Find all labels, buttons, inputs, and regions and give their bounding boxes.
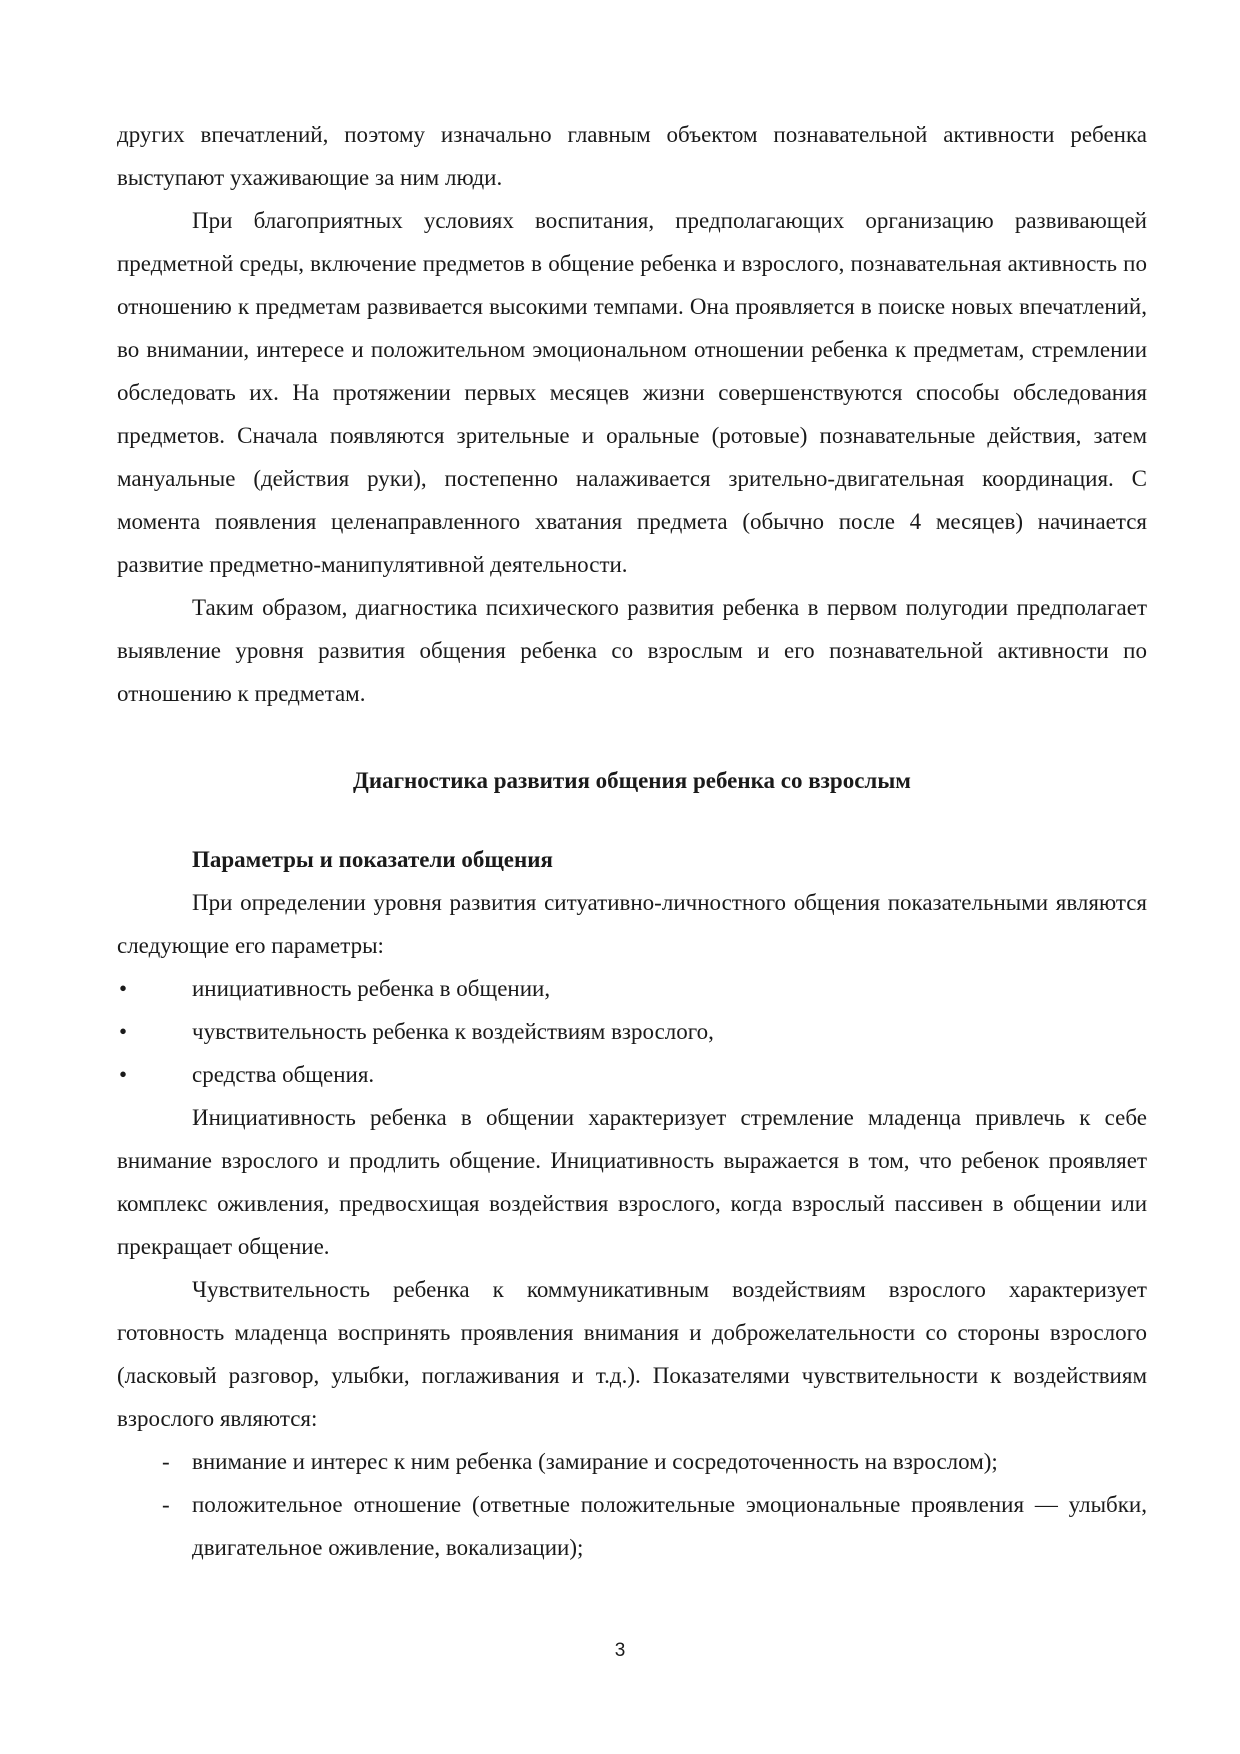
dash-icon: - (162, 1492, 170, 1517)
paragraph-conditions: При благоприятных условиях воспитания, предполагающих организацию развивающей предметной среды, включение предметов в общение ребенка и взрослого, познавательная активность по отношению к предметам развивается высокими темпами. Она проявляется в поиске новых впечатлений, во внимании, интересе и положительном эмоциональном отношении ребенка к предметам, стремлении обследовать их. На протяжении первых месяцев жизни совершенствуются способы обследования предметов. Сначала появляются зрительные и оральные (ротовые) познавательные действия, затем мануальные (действия руки), постепенно налаживается зрительно-двигательная координация. С момента появления целенаправленного хватания предмета (обычно после 4 месяцев) начинается развитие предметно-манипулятивной деятельности. (117, 208, 1147, 577)
subheading: Параметры и показатели общения (192, 847, 553, 872)
bullet-list (117, 967, 1147, 1096)
bullet-icon: • (119, 976, 128, 1001)
section-heading: Диагностика развития общения ребенка со взрослым (353, 768, 911, 793)
list-item: - положительное отношение (ответные положительные эмоциональные проявления — улыбки, двигательное оживление, вокализации); (117, 1483, 1147, 1569)
bullet-icon: • (119, 1062, 128, 1087)
list-item: - внимание и интерес к ним ребенка (замирание и сосредоточенность на взрослом); (117, 1440, 1147, 1483)
paragraph-initiative: Инициативность ребенка в общении характеризует стремление младенца привлечь к себе внимание взрослого и продлить общение. Инициативность выражается в том, что ребенок проявляет комплекс оживления, предвосхищая воздействия взрослого, когда взрослый пассивен в общении или прекращает общение. (117, 1105, 1147, 1259)
bullet-icon: • (119, 1019, 128, 1044)
paragraph-conclusion: Таким образом, диагностика психического развития ребенка в первом полугодии предполагает выявление уровня развития общения ребенка со взрослым и его познавательной активности по отношению к предметам. (117, 595, 1147, 706)
page-number: 3 (614, 1640, 626, 1661)
paragraph-sensitivity: Чувствительность ребенка к коммуникативным воздействиям взрослого характеризует готовность младенца воспринять проявления внимания и доброжелательности со стороны взрослого (ласковый разговор, улыбки, поглаживания и т.д.). Показателями чувствительности к воздействиям взрослого являются: (117, 1277, 1147, 1431)
paragraph-intro: При определении уровня развития ситуативно-личностного общения показательными являются следующие его параметры: (117, 890, 1147, 958)
list-item: • средства общения. (117, 1053, 1147, 1096)
list-item: • чувствительность ребенка к воздействиям взрослого, (117, 1010, 1147, 1053)
list-item: • инициативность ребенка в общении, (117, 967, 1147, 1010)
document-page (117, 113, 1147, 1569)
dash-icon: - (162, 1449, 170, 1474)
paragraph-continuation: других впечатлений, поэтому изначально главным объектом познавательной активности ребенка выступают ухаживающие за ним люди. (117, 122, 1147, 190)
dash-list (117, 1440, 1147, 1569)
